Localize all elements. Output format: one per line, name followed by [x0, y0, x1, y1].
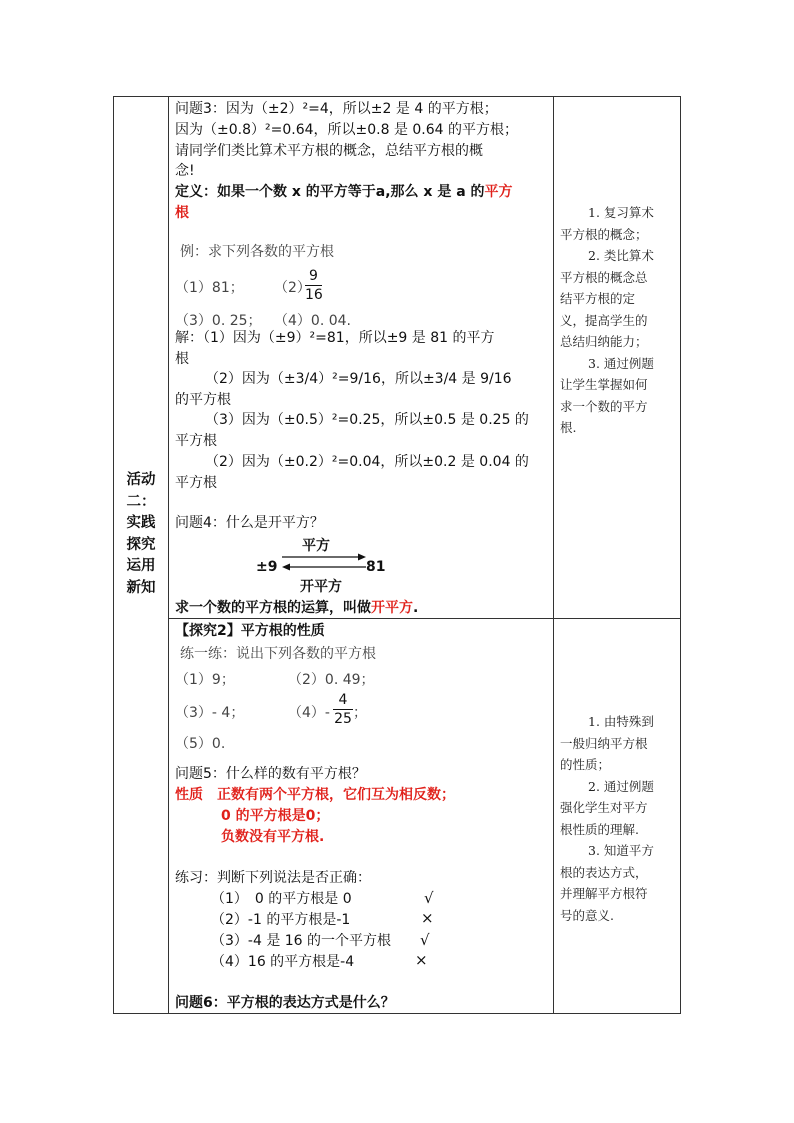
notes-line: 3. 知道平方	[588, 843, 654, 858]
notes-line: 求一个数的平方	[560, 398, 648, 414]
teaching-notes-2	[560, 711, 678, 926]
notes-line: 的性质；	[560, 757, 611, 772]
notes-line: 一般归纳平方根	[560, 735, 648, 751]
fraction-9-16	[305, 268, 322, 303]
fraction-bar	[305, 285, 322, 286]
column-divider	[168, 97, 169, 1013]
activity-label-line: 实践	[126, 515, 156, 531]
definition-text: 定义：如果一个数 x 的平方等于a,那么 x 是 a 的	[175, 184, 485, 200]
solution-line: 平方根	[175, 433, 217, 449]
notes-line: 3. 通过例题	[588, 355, 654, 371]
practice-item: （5）0.	[175, 736, 226, 752]
wrong-mark: ×	[421, 909, 434, 927]
explore-2-title	[175, 622, 325, 640]
activity-label-line: 运用	[126, 558, 156, 574]
solution-line: 根	[175, 351, 189, 367]
notes-line: 2. 类比算术	[588, 248, 654, 263]
exercise-item: （4）16 的平方根是-4	[211, 954, 355, 970]
question-3-line: 问题3：因为（±2）²=4，所以±2 是 4 的平方根；	[175, 101, 498, 117]
lesson-table	[113, 96, 681, 1014]
fraction-bar	[333, 709, 353, 710]
teaching-notes-1	[560, 202, 678, 439]
wrong-mark: ×	[415, 951, 428, 969]
practice-title: 练一练：说出下列各数的平方根	[180, 646, 376, 662]
activity-label-line: 新知	[126, 579, 156, 596]
fraction-4-25	[333, 692, 353, 727]
double-arrow-icon	[280, 551, 368, 573]
arrow-right-value: 81	[366, 559, 386, 575]
solution-line: （2）因为（±0.2）²=0.04，所以±0.2 是 0.04 的	[205, 454, 529, 470]
practice-item-suffix: ；	[353, 705, 367, 721]
row-divider	[168, 618, 680, 619]
exercise-title: 练习：判断下列说法是否正确：	[175, 870, 371, 886]
example-title: 例：求下列各数的平方根	[180, 244, 334, 260]
notes-line: 义，提高学生的	[560, 312, 648, 328]
conclusion-term: 开平方	[371, 600, 413, 616]
correct-mark: √	[424, 889, 434, 907]
example-item: （3）0. 25；	[175, 313, 262, 329]
notes-line: 1. 复习算术	[588, 205, 654, 220]
example-item: （1）81；	[175, 280, 244, 296]
exercise-item: （2）-1 的平方根是-1	[211, 912, 351, 928]
solution-line: （3）因为（±0.5）²=0.25，所以±0.5 是 0.25 的	[205, 412, 529, 428]
conclusion-text: 求一个数的平方根的运算，叫做	[175, 600, 371, 616]
arrow-label-extract: 开平方	[300, 579, 342, 595]
definition-term: 平方	[484, 184, 513, 200]
question-3-line: 因为（±0.8）²=0.64，所以±0.8 是 0.64 的平方根；	[175, 122, 519, 138]
practice-item: （3）- 4；	[175, 705, 245, 721]
solution-line: （2）因为（±3/4）²=9/16，所以±3/4 是 9/16	[205, 371, 512, 387]
example-item: （4）0. 04.	[274, 313, 351, 329]
exercise-item: （3）-4 是 16 的一个平方根	[211, 933, 392, 949]
activity-label	[119, 470, 163, 599]
notes-line: 根性质的理解.	[560, 821, 639, 837]
question-5: 问题5：什么样的数有平方根？	[175, 766, 366, 782]
activity-label-line: 活动	[126, 472, 156, 488]
activity-label-line: 二：	[126, 493, 156, 510]
property-line: 性质 正数有两个平方根，它们互为相反数；	[175, 787, 455, 803]
practice-item: （1）9；	[175, 672, 235, 688]
notes-line: 根的表达方式，	[560, 864, 648, 880]
question-3-line: 请同学们类比算术平方根的概念，总结平方根的概	[175, 143, 483, 159]
practice-item: （2）0. 49；	[288, 672, 375, 688]
notes-line: 平方根的概念总	[560, 269, 648, 285]
notes-line: 根.	[560, 420, 577, 435]
definition-line	[175, 183, 513, 201]
notes-line: 2. 通过例题	[588, 778, 654, 794]
notes-line: 总结归纳能力；	[560, 334, 648, 349]
notes-line: 号的意义.	[560, 907, 614, 923]
notes-line: 让学生掌握如何	[560, 377, 648, 392]
conclusion-period: .	[413, 600, 419, 616]
explore-2-title-text: 【探究2】平方根的性质	[175, 623, 325, 639]
property-line: 0 的平方根是0；	[221, 808, 330, 824]
fraction-numerator: 4	[338, 692, 348, 708]
example-item: （2）	[274, 280, 311, 296]
notes-line: 1. 由特殊到	[588, 714, 654, 729]
exercise-item: （1） 0 的平方根是 0	[211, 891, 352, 907]
solution-line: 的平方根	[175, 392, 231, 408]
arrow-label-square: 平方	[302, 538, 330, 554]
notes-line: 强化学生对平方	[560, 800, 648, 815]
fraction-numerator: 9	[309, 268, 318, 284]
question-3-line: 念!	[175, 163, 195, 179]
notes-line: 平方根的概念；	[560, 226, 648, 242]
solution-line: 解：（1）因为（±9）²=81，所以±9 是 81 的平方	[175, 330, 495, 346]
question-4: 问题4：什么是开平方？	[175, 515, 324, 531]
arrow-left-value: ±9	[256, 559, 278, 575]
correct-mark: √	[420, 931, 430, 949]
property-line: 负数没有平方根.	[221, 829, 325, 845]
notes-line: 并理解平方根符	[560, 886, 648, 901]
question-6: 问题6：平方根的表达方式是什么？	[175, 995, 395, 1011]
solution-line: 平方根	[175, 475, 217, 491]
fraction-denominator: 16	[305, 287, 323, 303]
practice-item: （4）-	[288, 705, 330, 721]
column-divider	[553, 97, 554, 1013]
activity-label-line: 探究	[126, 536, 156, 553]
notes-line: 结平方根的定	[560, 291, 636, 306]
fraction-denominator: 25	[334, 711, 352, 727]
definition-term-continued: 根	[175, 205, 189, 221]
conclusion-line	[175, 599, 418, 617]
